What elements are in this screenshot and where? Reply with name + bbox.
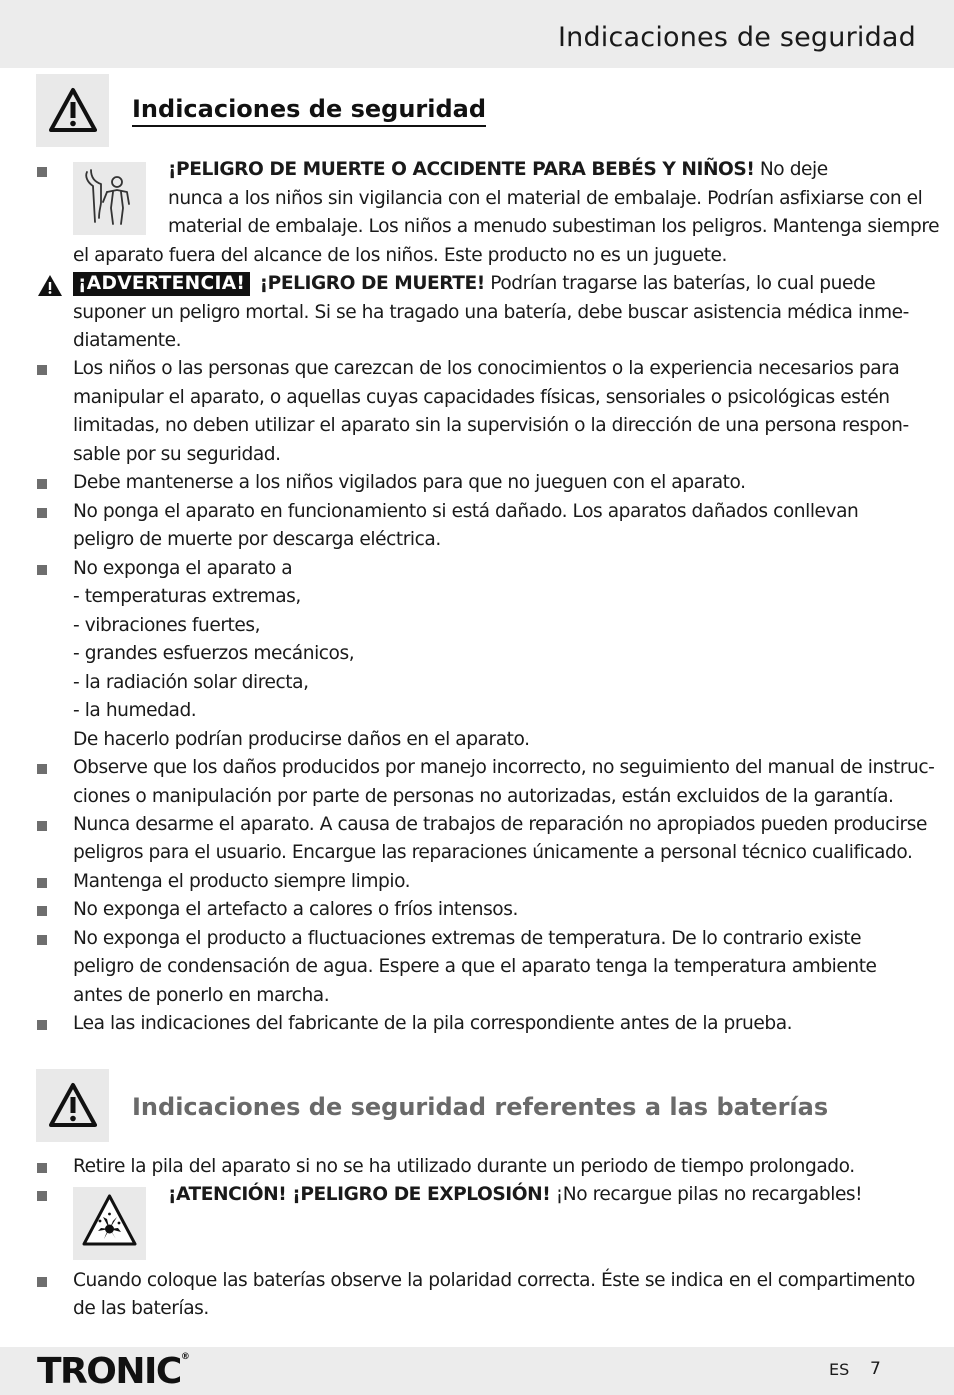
list-item-line: Nunca desarme el aparato. A causa de trabajos de reparación no apropiados pueden producirse [73, 814, 927, 835]
bullet [37, 565, 47, 575]
section-title-batteries: Indicaciones de seguridad referentes a las baterías [132, 1093, 829, 1121]
warning-triangle-icon [49, 1082, 97, 1128]
bullet [37, 1191, 47, 1201]
battery-warning-text: Podrían tragarse las baterías, lo cual puede [484, 273, 876, 294]
list-item-line: - temperaturas extremas, [73, 586, 301, 607]
battery-warning-line2: suponer un peligro mortal. Si se ha tragado una batería, debe buscar asistencia médica inme- [73, 302, 909, 323]
battery-warning-line1 [73, 270, 923, 299]
small-warning-triangle-icon [37, 274, 63, 297]
battery-warning-bold: ¡PELIGRO DE MUERTE! [259, 273, 485, 294]
list-item-line: No ponga el aparato en funcionamiento si está dañado. Los aparatos dañados conllevan [73, 501, 859, 522]
list-item-line: peligro de muerte por descarga eléctrica. [73, 529, 441, 550]
page-number: 7 [870, 1359, 881, 1379]
list-item-line: sable por su seguridad. [73, 444, 281, 465]
children-warning-line3: material de embalaje. Los niños a menudo subestiman los peligros. Mantenga siempre [168, 216, 940, 237]
explosion-warning-bold: ¡ATENCIÓN! ¡PELIGRO DE EXPLOSIÓN! [168, 1184, 551, 1205]
children-warning-text: No deje [754, 159, 828, 180]
registered-mark: ® [180, 1352, 190, 1362]
language-code: ES [829, 1360, 850, 1379]
list-item-line: No exponga el producto a fluctuaciones extremas de temperatura. De lo contrario existe [73, 928, 862, 949]
list-item-line: Observe que los daños producidos por manejo incorrecto, no seguimiento del manual de instruc- [73, 757, 935, 778]
list-item-line: Mantenga el producto siempre limpio. [73, 871, 411, 892]
explosion-warning-text: ¡No recargue pilas no recargables! [550, 1184, 863, 1205]
bullet [37, 167, 47, 177]
bullet [37, 906, 47, 916]
bullet [37, 935, 47, 945]
list-item-line: Cuando coloque las baterías observe la polaridad correcta. Éste se indica en el compartimento [73, 1270, 915, 1291]
list-item-line: - vibraciones fuertes, [73, 615, 261, 636]
bullet [37, 821, 47, 831]
bullet [37, 878, 47, 888]
list-item-line: peligros para el usuario. Encargue las reparaciones únicamente a personal técnico cualificado. [73, 842, 913, 863]
bullet [37, 1020, 47, 1030]
list-item-line: manipular el aparato, o aquellas cuyas capacidades físicas, sensoriales o psicológicas estén [73, 387, 890, 408]
explosion-hazard-icon [73, 1187, 146, 1260]
children-warning-line2: nunca a los niños sin vigilancia con el material de embalaje. Podrían asfixiarse con el [168, 188, 923, 209]
page-header [0, 0, 954, 68]
bullet [37, 764, 47, 774]
list-item-line: - grandes esfuerzos mecánicos, [73, 643, 355, 664]
list-item-line: Los niños o las personas que carezcan de los conocimientos o la experiencia necesarios para [73, 358, 900, 379]
section-title-safety: Indicaciones de seguridad [132, 95, 486, 127]
list-item-line: Lea las indicaciones del fabricante de la pila correspondiente antes de la prueba. [73, 1013, 793, 1034]
list-item-line: No exponga el aparato a [73, 558, 293, 579]
warning-icon-box [36, 1069, 109, 1142]
brand-logo [37, 1351, 190, 1392]
explosion-hazard-icon-box [73, 1187, 146, 1260]
list-item-line: limitadas, no deben utilizar el aparato sin la supervisión o la dirección de una persona respon- [73, 415, 909, 436]
list-item-line: Retire la pila del aparato si no se ha utilizado durante un periodo de tiempo prolongado. [73, 1156, 855, 1177]
list-item-line: de las baterías. [73, 1298, 209, 1319]
child-hazard-icon [73, 162, 146, 235]
list-item-line: Debe mantenerse a los niños vigilados para que no jueguen con el aparato. [73, 472, 746, 493]
warning-icon-box [36, 74, 109, 147]
warning-triangle-icon [49, 87, 97, 133]
children-warning-line1 [168, 156, 954, 185]
list-item-line: peligro de condensación de agua. Espere a que el aparato tenga la temperatura ambiente [73, 956, 877, 977]
child-hazard-icon-box [73, 162, 146, 235]
bullet [37, 508, 47, 518]
bullet [37, 1163, 47, 1173]
bullet [37, 365, 47, 375]
list-item-line: - la humedad. [73, 700, 197, 721]
battery-warning-line3: diatamente. [73, 330, 182, 351]
header-title: Indicaciones de seguridad [557, 22, 916, 53]
list-item-line: De hacerlo podrían producirse daños en el aparato. [73, 729, 530, 750]
warning-badge: ¡ADVERTENCIA! [73, 272, 250, 296]
bullet [37, 1277, 47, 1287]
children-warning-bold: ¡PELIGRO DE MUERTE O ACCIDENTE PARA BEBÉS Y NIÑOS! [168, 159, 755, 180]
list-item-line: ciones o manipulación por parte de personas no autorizadas, están excluidos de la garantía. [73, 786, 894, 807]
explosion-warning-line [168, 1181, 954, 1210]
list-item-line: antes de ponerlo en marcha. [73, 985, 330, 1006]
page-footer [0, 1347, 954, 1395]
list-item-line: - la radiación solar directa, [73, 672, 309, 693]
children-warning-line4: el aparato fuera del alcance de los niños. Este producto no es un juguete. [73, 245, 727, 266]
list-item-line: No exponga el artefacto a calores o fríos intensos. [73, 899, 518, 920]
brand-logo-text: TRONIC [37, 1351, 181, 1392]
bullet [37, 479, 47, 489]
